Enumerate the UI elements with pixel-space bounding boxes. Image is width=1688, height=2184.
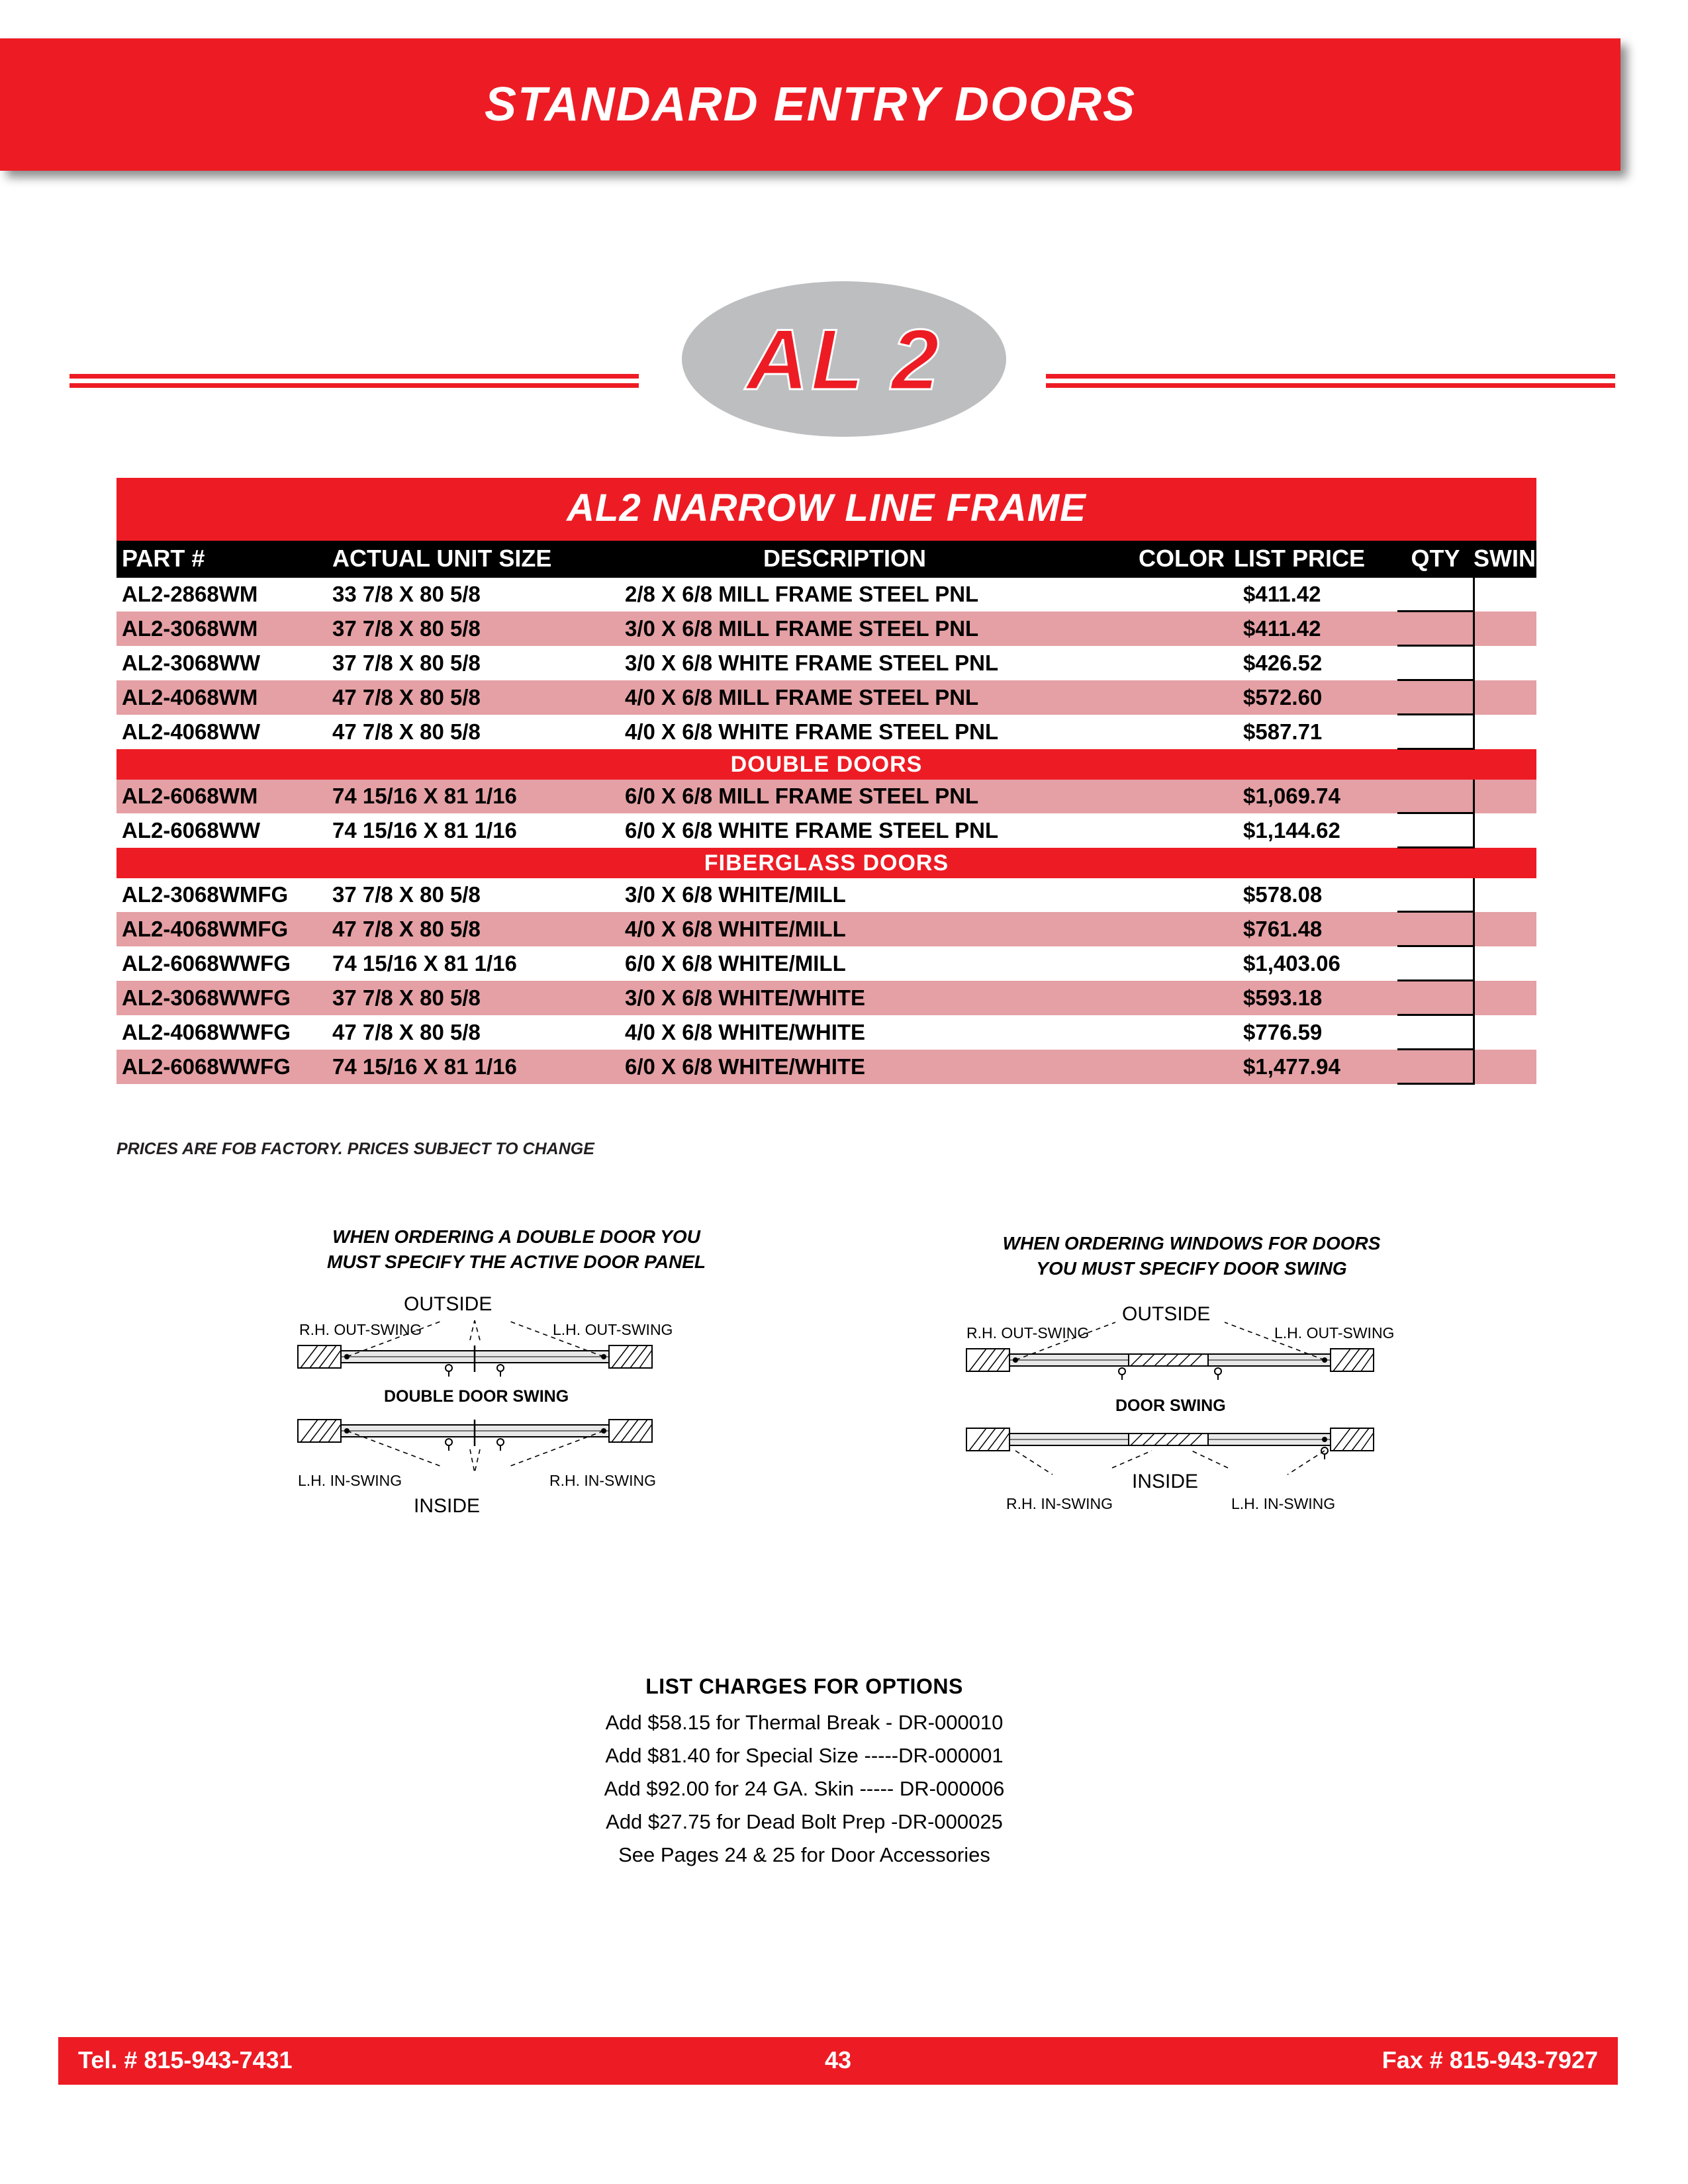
label-outside: OUTSIDE [404,1294,492,1315]
page-title: STANDARD ENTRY DOORS [484,78,1137,131]
option-item: Add $92.00 for 24 GA. Skin ----- DR-000006 [604,1777,1005,1800]
column-header-color: COLOR [1139,545,1225,572]
label-lh-in-swing: L.H. IN-SWING [1231,1495,1336,1512]
footer-telephone: Tel. # 815-943-7431 [78,2046,293,2073]
cell-qty-input[interactable] [1397,612,1474,646]
table-row [117,715,1536,749]
cell-price: $1,144.62 [1243,817,1340,842]
option-item: See Pages 24 & 25 for Door Accessories [618,1843,990,1866]
table-row [117,912,1536,946]
cell-swing-input[interactable] [1474,813,1536,848]
decorative-rule-left [70,374,639,391]
table-header-row [117,541,1536,578]
price-table [117,541,1554,1085]
caption-line-2: YOU MUST SPECIFY DOOR SWING [1036,1257,1347,1279]
cell-description: 3/0 X 6/8 WHITE/WHITE [625,985,866,1010]
cell-swing-input[interactable] [1474,680,1536,715]
label-double-door-swing: DOUBLE DOOR SWING [384,1387,569,1406]
active-panel-hatch [1129,1354,1208,1366]
cell-swing-input[interactable] [1474,878,1536,912]
top-door-assembly [298,1345,652,1377]
cell-part: AL2-6068WM [122,784,258,809]
cell-price: $1,403.06 [1243,950,1340,976]
cell-swing-input[interactable] [1474,578,1536,612]
double-door-swing-diagram [278,1294,688,1572]
cell-color [1076,912,1229,946]
cell-qty-input[interactable] [1397,912,1474,946]
cell-part: AL2-3068WWFG [122,985,291,1010]
cell-description: 3/0 X 6/8 MILL FRAME STEEL PNL [625,615,979,641]
option-item: Add $58.15 for Thermal Break - DR-000010 [605,1711,1004,1734]
cell-price: $411.42 [1243,582,1321,607]
cell-qty-input[interactable] [1397,680,1474,715]
cell-price: $1,477.94 [1243,1054,1340,1079]
cell-price: $587.71 [1243,719,1323,744]
cell-size: 74 15/16 X 81 1/16 [332,817,517,842]
label-inside: INSIDE [1132,1471,1199,1492]
cell-swing-input[interactable] [1474,912,1536,946]
cell-part: AL2-6068WW [122,817,261,842]
list-charges-options [0,1674,1609,1876]
table-row [117,1050,1536,1084]
footer-page-number: 43 [824,2046,852,2073]
cell-qty-input[interactable] [1397,813,1474,848]
section-header-label: DOUBLE DOORS [117,749,1536,780]
cell-description: 6/0 X 6/8 WHITE FRAME STEEL PNL [625,817,999,842]
column-header-part: PART # [122,545,205,572]
bottom-door-assembly [966,1428,1374,1459]
decorative-rule-right [1046,374,1615,391]
cell-swing-input[interactable] [1474,1015,1536,1050]
cell-color [1076,946,1229,981]
caption-line-2: MUST SPECIFY THE ACTIVE DOOR PANEL [327,1251,706,1272]
cell-swing-input[interactable] [1474,780,1536,813]
cell-price: $411.42 [1243,615,1321,641]
double-door-diagram-caption [265,1224,768,1275]
cell-color [1076,680,1229,715]
cell-size: 37 7/8 X 80 5/8 [332,985,481,1010]
cell-size: 47 7/8 X 80 5/8 [332,684,481,709]
cell-description: 6/0 X 6/8 WHITE/WHITE [625,1054,866,1079]
cell-color [1076,715,1229,749]
cell-price: $572.60 [1243,684,1323,709]
cell-description: 4/0 X 6/8 WHITE FRAME STEEL PNL [625,719,999,744]
cell-color [1076,612,1229,646]
cell-description: 4/0 X 6/8 WHITE/MILL [625,916,846,941]
cell-part: AL2-4068WM [122,684,258,709]
column-header-price: LIST PRICE [1234,545,1366,572]
section-header-fiberglass-doors [117,848,1536,879]
cell-description: 4/0 X 6/8 WHITE/WHITE [625,1019,866,1044]
label-rh-out-swing: R.H. OUT-SWING [299,1321,422,1338]
table-row [117,780,1536,813]
table-row [117,946,1536,981]
cell-color [1076,1015,1229,1050]
cell-swing-input[interactable] [1474,981,1536,1015]
table-row [117,981,1536,1015]
label-lh-in-swing: L.H. IN-SWING [298,1472,402,1489]
caption-line-1: WHEN ORDERING WINDOWS FOR DOORS [1002,1233,1381,1253]
cell-part: AL2-4068WMFG [122,916,289,941]
label-rh-in-swing: R.H. IN-SWING [549,1472,656,1489]
cell-size: 74 15/16 X 81 1/16 [332,784,517,809]
cell-qty-input[interactable] [1397,715,1474,749]
cell-qty-input[interactable] [1397,578,1474,612]
cell-swing-input[interactable] [1474,646,1536,680]
cell-description: 2/8 X 6/8 MILL FRAME STEEL PNL [625,582,979,607]
table-row [117,1015,1536,1050]
cell-description: 6/0 X 6/8 WHITE/MILL [625,950,846,976]
table-row [117,612,1536,646]
cell-qty-input[interactable] [1397,878,1474,912]
cell-part: AL2-2868WM [122,582,258,607]
cell-swing-input[interactable] [1474,715,1536,749]
cell-color [1076,981,1229,1015]
options-title: LIST CHARGES FOR OPTIONS [645,1674,963,1698]
cell-swing-input[interactable] [1474,946,1536,981]
cell-qty-input[interactable] [1397,1015,1474,1050]
al2-logo [682,281,1006,437]
cell-qty-input[interactable] [1397,780,1474,813]
bottom-door-assembly [298,1420,652,1451]
cell-color [1076,780,1229,813]
cell-color [1076,646,1229,680]
fob-note: PRICES ARE FOB FACTORY. PRICES SUBJECT TO CHANGE [117,1140,594,1158]
cell-color [1076,1050,1229,1084]
cell-part: AL2-6068WWFG [122,950,291,976]
page-footer [58,2037,1618,2085]
cell-size: 74 15/16 X 81 1/16 [332,1054,517,1079]
cell-size: 37 7/8 X 80 5/8 [332,650,481,675]
page-header-banner [0,38,1620,171]
column-header-qty: QTY [1411,545,1460,572]
cell-description: 3/0 X 6/8 WHITE FRAME STEEL PNL [625,650,999,675]
cell-size: 37 7/8 X 80 5/8 [332,615,481,641]
logo-text: AL 2 [746,310,942,408]
option-item: Add $27.75 for Dead Bolt Prep -DR-000025 [606,1810,1003,1833]
cell-size: 33 7/8 X 80 5/8 [332,582,481,607]
cell-price: $761.48 [1243,916,1323,941]
cell-qty-input[interactable] [1397,946,1474,981]
active-panel-hatch [1129,1433,1208,1445]
cell-description: 4/0 X 6/8 MILL FRAME STEEL PNL [625,684,979,709]
caption-line-1: WHEN ORDERING A DOUBLE DOOR YOU [332,1226,700,1247]
label-lh-out-swing: L.H. OUT-SWING [553,1321,673,1338]
cell-color [1076,878,1229,912]
table-row [117,878,1536,912]
cell-size: 47 7/8 X 80 5/8 [332,916,481,941]
cell-color [1076,578,1229,612]
cell-size: 47 7/8 X 80 5/8 [332,1019,481,1044]
cell-size: 37 7/8 X 80 5/8 [332,882,481,907]
label-inside: INSIDE [414,1495,481,1517]
label-rh-out-swing: R.H. OUT-SWING [966,1324,1090,1342]
cell-description: 3/0 X 6/8 WHITE/MILL [625,882,846,907]
cell-qty-input[interactable] [1397,981,1474,1015]
label-outside: OUTSIDE [1122,1303,1211,1325]
table-row [117,646,1536,680]
cell-price: $776.59 [1243,1019,1323,1044]
cell-price: $578.08 [1243,882,1323,907]
top-door-assembly [966,1349,1374,1380]
door-swing-window-diagram [953,1297,1403,1575]
door-swing-diagram-caption [953,1231,1430,1281]
cell-swing-input[interactable] [1474,1050,1536,1084]
cell-part: AL2-4068WWFG [122,1019,291,1044]
column-header-swing: SWING [1474,545,1554,572]
column-header-size: ACTUAL UNIT SIZE [332,545,552,572]
cell-color [1076,813,1229,848]
cell-price: $593.18 [1243,985,1323,1010]
option-item: Add $81.40 for Special Size -----DR-000001 [605,1744,1004,1767]
column-header-description: DESCRIPTION [763,545,927,572]
price-table-title: AL2 NARROW LINE FRAME [117,478,1536,541]
table-row [117,813,1536,848]
footer-fax: Fax # 815-943-7927 [1382,2046,1598,2073]
cell-part: AL2-3068WMFG [122,882,289,907]
price-table-section [117,478,1554,1085]
cell-swing-input[interactable] [1474,612,1536,646]
cell-size: 74 15/16 X 81 1/16 [332,950,517,976]
cell-size: 47 7/8 X 80 5/8 [332,719,481,744]
cell-part: AL2-3068WM [122,615,258,641]
label-door-swing: DOOR SWING [1115,1396,1226,1415]
table-row [117,680,1536,715]
cell-part: AL2-4068WW [122,719,261,744]
cell-part: AL2-6068WWFG [122,1054,291,1079]
table-row [117,578,1536,612]
section-header-label: FIBERGLASS DOORS [117,848,1536,879]
cell-qty-input[interactable] [1397,1050,1474,1084]
label-rh-in-swing: R.H. IN-SWING [1006,1495,1113,1512]
cell-price: $426.52 [1243,650,1323,675]
cell-qty-input[interactable] [1397,646,1474,680]
cell-description: 6/0 X 6/8 MILL FRAME STEEL PNL [625,784,979,809]
label-lh-out-swing: L.H. OUT-SWING [1274,1324,1395,1342]
cell-part: AL2-3068WW [122,650,261,675]
section-header-double-doors [117,749,1536,780]
cell-price: $1,069.74 [1243,784,1340,809]
